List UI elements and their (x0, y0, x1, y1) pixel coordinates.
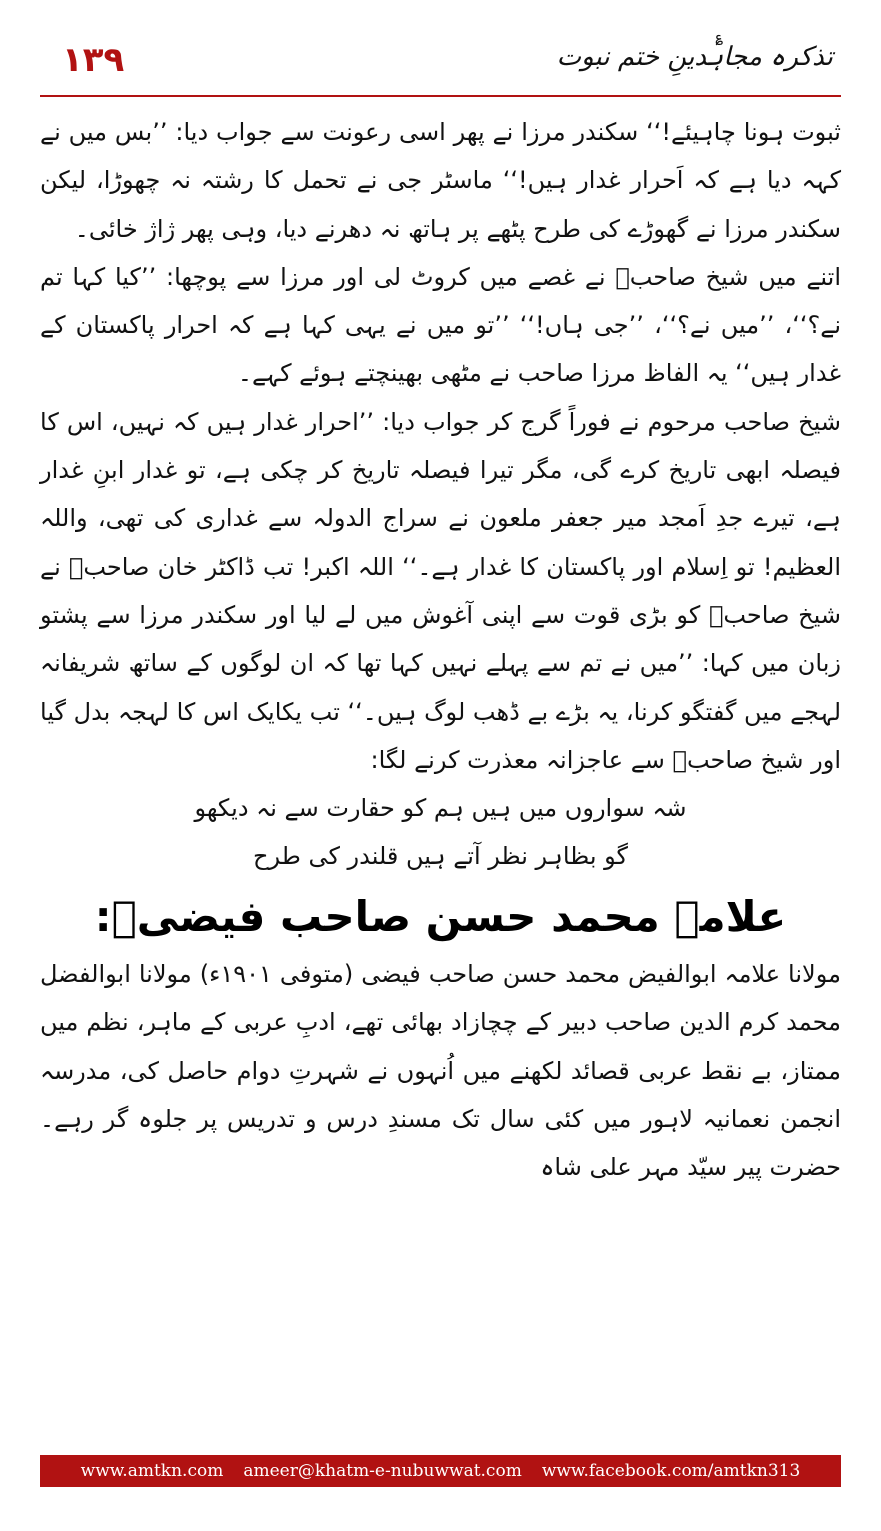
paragraph: شیخ صاحب مرحوم نے فوراً گرج کر جواب دیا: ’’احرار غدار ہیں کہ نہیں، اس کا فیصلہ ابھی تاریخ کرے گی، مگر تیرا فیصلہ تاریخ کر چکی ہے، تو غدار ابنِ غدار ہے، تیرے جدِ اَمجد میر جعفر ملعون نے سراج الدولہ سے غداری کی تھی، واللہ العظیم! تو اِسلام اور پاکستان کا غدار ہے۔‘‘ اللہ اکبر! تب ڈاکٹر خان صاحبؒ نے شیخ صاحبؒ کو بڑی قوت سے اپنی آغوش میں لے لیا اور سکندر مرزا سے پشتو زبان میں کہا: ’’میں نے تم سے پہلے نہیں کہا تھا کہ ان لوگوں کے ساتھ شریفانہ لہجے میں گفتگو کرنا، یہ بڑے بے ڈھب لوگ ہیں۔‘‘ تب یکایک اس کا لہجہ بدل گیا اور شیخ صاحبؒ سے عاجزانہ معذرت کرنے لگا: (40, 407, 841, 774)
poem-couplet (40, 784, 841, 880)
poem-line-1: شہ سواروں میں ہیں ہم کو حقارت سے نہ دیکھو (194, 794, 687, 823)
page-header (40, 30, 841, 92)
header-divider (40, 95, 841, 97)
book-title: تذکرہ مجاہدینِ ختم نبوت (556, 42, 833, 72)
poem-line-2: گو بظاہر نظر آتے ہیں قلندر کی طرح (253, 842, 628, 871)
title-mark: ؏ (715, 30, 723, 45)
paragraph: ثبوت ہونا چاہیئے!‘‘ سکندر مرزا نے پھر اسی رعونت سے جواب دیا: ’’بس میں نے کہہ دیا ہے کہ اَحرار غدار ہیں!‘‘ ماسٹر جی نے تحمل کا رشتہ نہ چھوڑا، لیکن سکندر مرزا نے گھوڑے کی طرح پٹھے پر ہاتھ نہ دھرنے دیا، وہی پھر ژاژ خائی۔ (40, 118, 841, 243)
section-paragraph: مولانا علامہ ابوالفیض محمد حسن صاحب فیضی (متوفی ۱۹۰۱ء) مولانا ابوالفضل محمد کرم الدین صاحب دبیر کے چچازاد بھائی تھے، ادبِ عربی کے ماہر، نظم میں ممتاز، بے نقط عربی قصائد لکھنے میں اُنہوں نے شہرتِ دوام حاصل کی، مدرسہ انجمن نعمانیہ لاہور میں کئی سال تک مسندِ درس و تدریس پر جلوہ گر رہے۔ حضرت پیر سیّد مہر علی شاہ (40, 960, 841, 1182)
footer-email-link[interactable]: ameer@khatm-e-nubuwwat.com (243, 1461, 522, 1481)
paragraph: اتنے میں شیخ صاحبؒ نے غصے میں کروٹ لی اور مرزا سے پوچھا: ’’کیا کہا تم نے؟‘‘، ’’میں نے؟‘‘، ’’جی ہاں!‘‘ ’’تو میں نے یہی کہا ہے کہ احرار پاکستان کے غدار ہیں‘‘ یہ الفاظ مرزا صاحب نے مٹھی بھینچتے ہوئے کہے۔ (40, 262, 841, 388)
footer-website-link[interactable]: www.amtkn.com (80, 1461, 224, 1481)
page-body (40, 108, 841, 1192)
section-heading: علامہ محمد حسن صاحب فیضیؒ: (94, 892, 787, 942)
footer-bar (40, 1455, 841, 1487)
page-number: ۱۳۹ (62, 40, 125, 80)
footer-facebook-link[interactable]: www.facebook.com/amtkn313 (541, 1461, 801, 1481)
